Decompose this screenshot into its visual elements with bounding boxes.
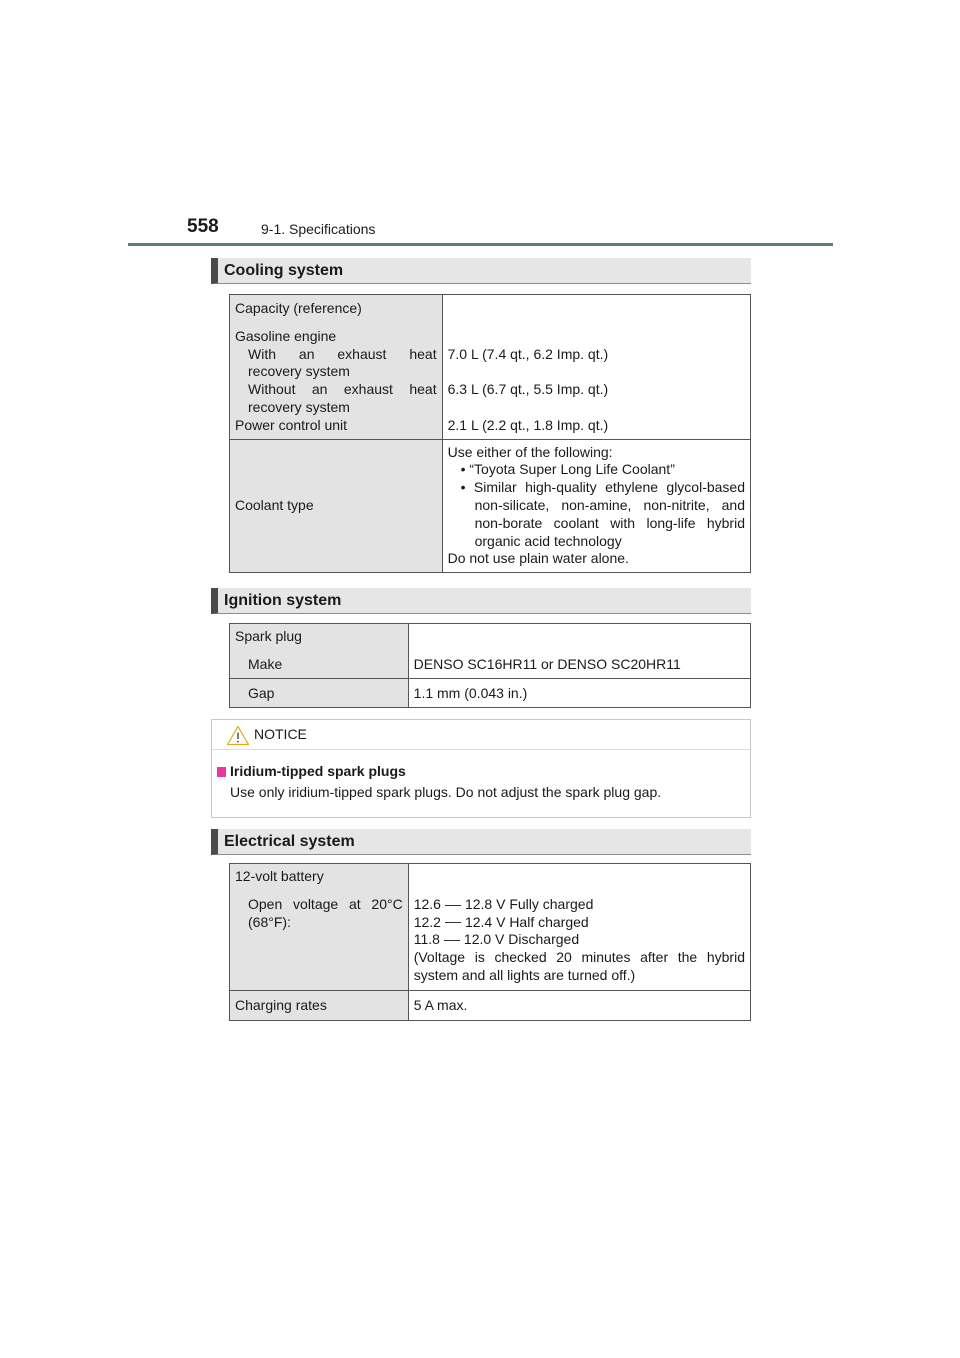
list-item: • “Toyota Super Long Life Coolant” (460, 461, 675, 478)
voltage-from: 11.8 (413, 931, 440, 948)
voltage-from: 12.2 (413, 913, 441, 930)
voltage-row (414, 896, 745, 914)
gap-cell (230, 678, 409, 708)
notice-bar (212, 720, 750, 750)
gasoline-engine-label: Gasoline engine (235, 327, 337, 344)
range-dash (445, 922, 461, 923)
power-control-unit-label: Power control unit (235, 416, 348, 433)
list-item: • Similar high-quality ethylene glycol-based non-silicate, non-amine, non-nitrite, and non-borate coolant with long-life hybrid organic acid technology (460, 479, 746, 549)
charging-rates-value: 5 A max. (413, 996, 468, 1013)
battery-cell (230, 864, 409, 991)
charging-rates-label: Charging rates (235, 996, 327, 1013)
capacity-value-cell (442, 295, 750, 440)
voltage-to: 12.0 V Discharged (463, 931, 580, 948)
page-number: 558 (187, 216, 219, 237)
range-dash (445, 905, 461, 906)
voltage-row (414, 914, 745, 932)
gap-value-cell (408, 678, 750, 708)
coolant-type-cell (230, 439, 443, 573)
warning-triangle-icon (226, 725, 250, 751)
voltage-row (414, 931, 745, 949)
square-bullet-icon (217, 767, 226, 777)
notice-heading (217, 763, 406, 779)
cooling-system-table (229, 294, 751, 573)
cooling-system-heading: Cooling system (211, 258, 751, 284)
section-reference: 9-1. Specifications (261, 221, 376, 237)
table-row (230, 864, 751, 991)
make-value-cell (408, 624, 750, 679)
open-voltage-label: Open voltage at 20°C (68°F): (248, 895, 403, 930)
spark-plug-label: Spark plug (235, 628, 302, 644)
notice-label: NOTICE (254, 726, 307, 742)
with-heat-recovery-value: 7.0 L (7.4 qt., 6.2 Imp. qt.) (447, 345, 609, 362)
voltage-value-cell (408, 864, 750, 991)
notice-text: Use only iridium-tipped spark plugs. Do not adjust the spark plug gap. (230, 784, 662, 800)
coolant-option: “Toyota Super Long Life Coolant” (469, 461, 675, 478)
coolant-option: Similar high-quality ethylene glycol-based non-silicate, non-amine, non-nitrite, and non-borate coolant with long-life hybrid organic acid technology (473, 479, 746, 549)
electrical-system-table (229, 863, 751, 1021)
spark-plug-cell (230, 624, 409, 679)
ignition-system-heading: Ignition system (211, 588, 751, 614)
gap-label: Gap (248, 684, 275, 701)
voltage-note: (Voltage is checked 20 minutes after the hybrid system and all lights are turned off.) (413, 949, 745, 983)
capacity-label-cell (230, 295, 443, 440)
ignition-system-table (229, 623, 751, 708)
range-dash (444, 940, 460, 941)
gap-value: 1.1 mm (0.043 in.) (413, 684, 528, 701)
voltage-from: 12.6 (413, 895, 441, 912)
without-heat-recovery-value: 6.3 L (6.7 qt., 5.5 Imp. qt.) (447, 381, 609, 398)
capacity-label: Capacity (reference) (235, 300, 362, 316)
coolant-warning: Do not use plain water alone. (447, 550, 629, 567)
charging-rates-cell (230, 990, 409, 1020)
voltage-to: 12.4 V Half charged (464, 913, 589, 930)
without-heat-recovery-label: Without an exhaust heat recovery system (248, 381, 437, 415)
table-row (230, 990, 751, 1020)
coolant-intro: Use either of the following: (447, 443, 613, 460)
header-rule (128, 243, 833, 246)
battery-label: 12-volt battery (235, 868, 324, 884)
notice-box (211, 719, 751, 818)
with-heat-recovery-label: With an exhaust heat recovery system (248, 345, 437, 380)
make-label: Make (248, 655, 283, 672)
notice-heading-text: Iridium-tipped spark plugs (230, 763, 406, 779)
table-row (230, 439, 751, 573)
voltage-to: 12.8 V Fully charged (464, 895, 594, 912)
power-control-unit-value: 2.1 L (2.2 qt., 1.8 Imp. qt.) (447, 416, 609, 433)
make-value: DENSO SC16HR11 or DENSO SC20HR11 (413, 655, 681, 672)
table-row (230, 295, 751, 440)
coolant-type-label: Coolant type (235, 496, 314, 513)
electrical-system-heading: Electrical system (211, 829, 751, 855)
table-row (230, 624, 751, 679)
charging-rates-value-cell (408, 990, 750, 1020)
table-row (230, 678, 751, 708)
coolant-type-value-cell (442, 439, 750, 573)
